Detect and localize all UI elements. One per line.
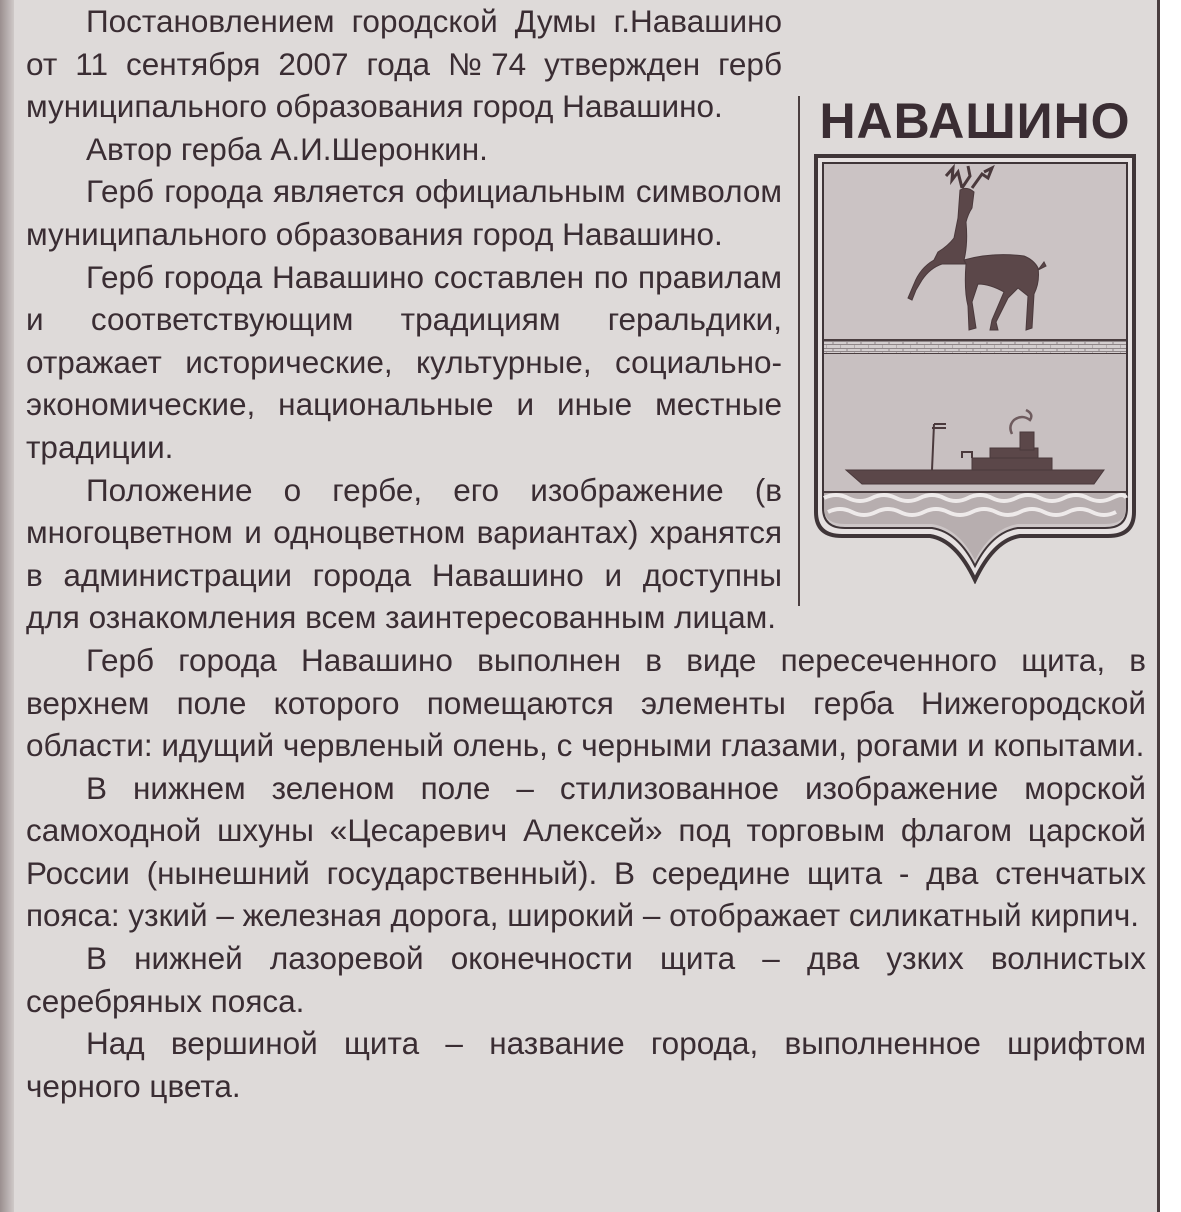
coat-of-arms-block xyxy=(798,0,1146,606)
paragraph-5: Положение о гербе, его изображение (в многоцветном и одноцветном вариантах) хранятся в администрации города Навашино и доступны для ознакомления всем заинтересованным лицам. xyxy=(26,471,782,636)
paragraph-7: В нижнем зеленом поле – стилизованное изображение морской самоходной шхуны «Цесаревич Алексей» под торговым флагом царской России (нынешний государственный). В середине щита - два стенчатых пояса: узкий – железная дорога, широкий – отображает силикатный кирпич. xyxy=(26,769,1146,934)
block-divider xyxy=(798,96,800,606)
paragraph-1: Постановлением городской Думы г.Навашино от 11 сентября 2007 года №74 утвержден герб муниципального образования город Навашино. xyxy=(26,3,782,125)
article-body xyxy=(26,0,1146,1107)
coat-of-arms-shield xyxy=(812,152,1138,584)
column-rule xyxy=(1157,0,1160,1212)
paragraph-2: Автор герба А.И.Шеронкин. xyxy=(86,130,488,167)
paragraph-4: Герб города Навашино составлен по правилам и соответствующим традициям геральдики, отражает исторические, культурные, социально-экономические, национальные и иные местные традиции. xyxy=(26,258,782,465)
paragraph-9: Над вершиной щита – название города, выполненное шрифтом черного цвета. xyxy=(26,1025,1146,1104)
paragraph-6: Герб города Навашино выполнен в виде пересеченного щита, в верхнем поле которого помещаются элементы герба Нижегородской области: идущий червленый олень, с черными глазами, рогами и копытами. xyxy=(26,641,1146,764)
paragraph-3: Герб города является официальным символом муниципального образования город Навашино. xyxy=(26,173,782,252)
narrow-wall-belt xyxy=(824,340,1126,354)
city-name-title: НАВАШИНО xyxy=(819,93,1131,149)
paragraph-8: В нижней лазоревой оконечности щита – два узких волнистых серебряных пояса. xyxy=(26,940,1146,1019)
page-edge-shadow xyxy=(0,0,14,1212)
